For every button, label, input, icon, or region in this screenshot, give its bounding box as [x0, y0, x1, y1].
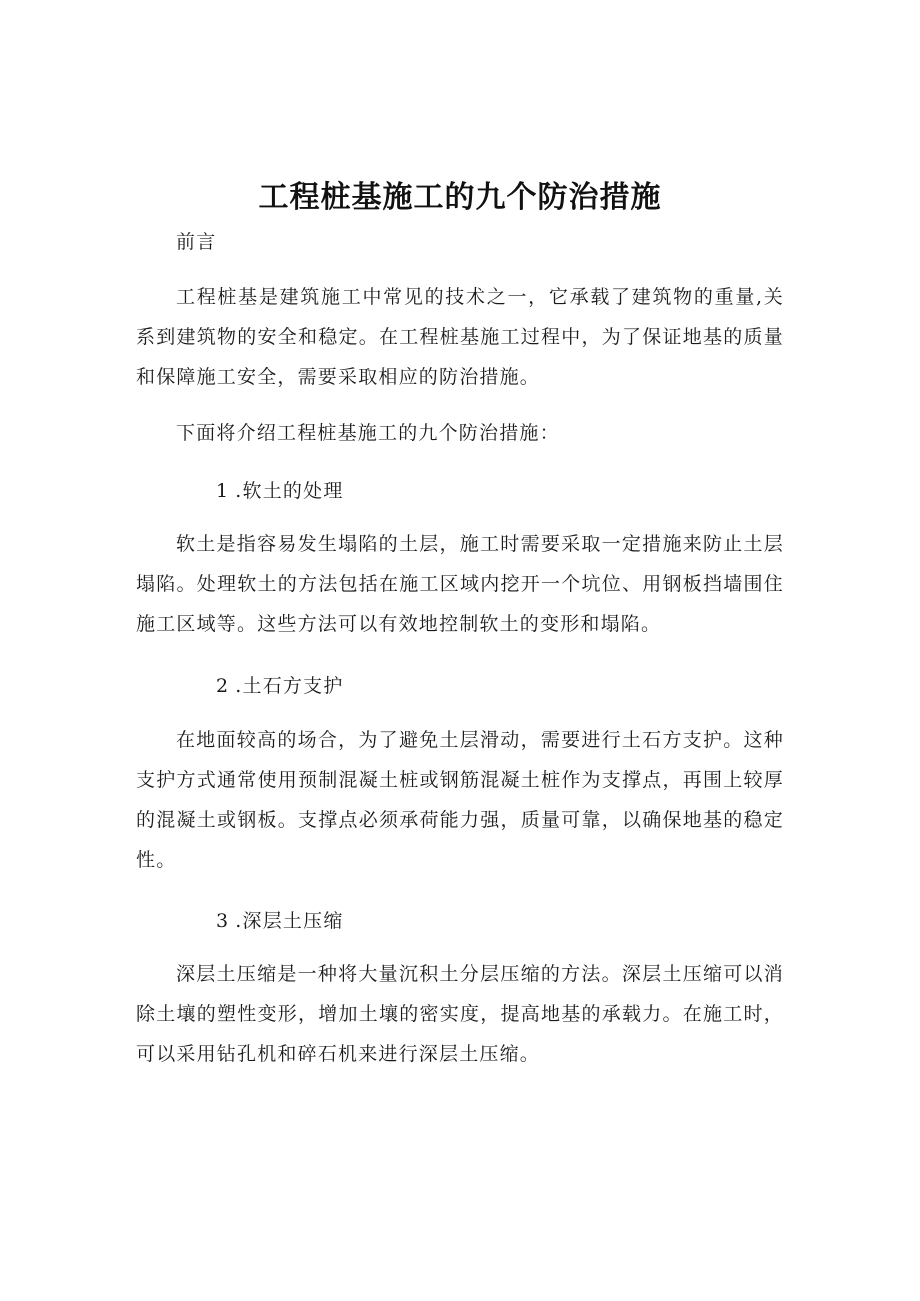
- section-body-2: 在地面较高的场合，为了避免土层滑动，需要进行土石方支护。这种支护方式通常使用预制混凝土桩或钢筋混凝土桩作为支撑点，再围上较厚的混凝土或钢板。支撑点必须承荷能力强，质量可靠，以确保地基的稳定性。: [136, 729, 784, 871]
- section-heading-text: .土石方支护: [235, 675, 344, 697]
- section-number: 3: [216, 910, 230, 932]
- intro-paragraph: 工程桩基是建筑施工中常见的技术之一，它承载了建筑物的重量,关系到建筑物的安全和稳定。在工程桩基施工过程中，为了保证地基的质量和保障施工安全，需要采取相应的防治措施。: [136, 286, 784, 388]
- section-body-3: 深层土压缩是一种将大量沉积土分层压缩的方法。深层土压缩可以消除土壤的塑性变形，增加土壤的密实度，提高地基的承载力。在施工时，可以采用钻孔机和碎石机来进行深层土压缩。: [136, 963, 784, 1065]
- section-number: 1: [216, 480, 230, 502]
- section-heading-2: [136, 666, 784, 706]
- section-heading-3: [136, 901, 784, 941]
- lead-in-paragraph: 下面将介绍工程桩基施工的九个防治措施：: [176, 422, 560, 444]
- document-title: 工程桩基施工的九个防治措施: [258, 180, 662, 215]
- section-heading-text: .软土的处理: [235, 480, 344, 502]
- section-number: 2: [216, 675, 230, 697]
- section-heading-1: [136, 471, 784, 511]
- section-heading-text: .深层土压缩: [235, 910, 344, 932]
- preface-label: 前言: [176, 231, 217, 253]
- section-body-1: 软土是指容易发生塌陷的土层，施工时需要采取一定措施来防止土层塌陷。处理软土的方法包括在施工区域内挖开一个坑位、用钢板挡墙围住施工区域等。这些方法可以有效地控制软土的变形和塌陷。: [136, 533, 784, 635]
